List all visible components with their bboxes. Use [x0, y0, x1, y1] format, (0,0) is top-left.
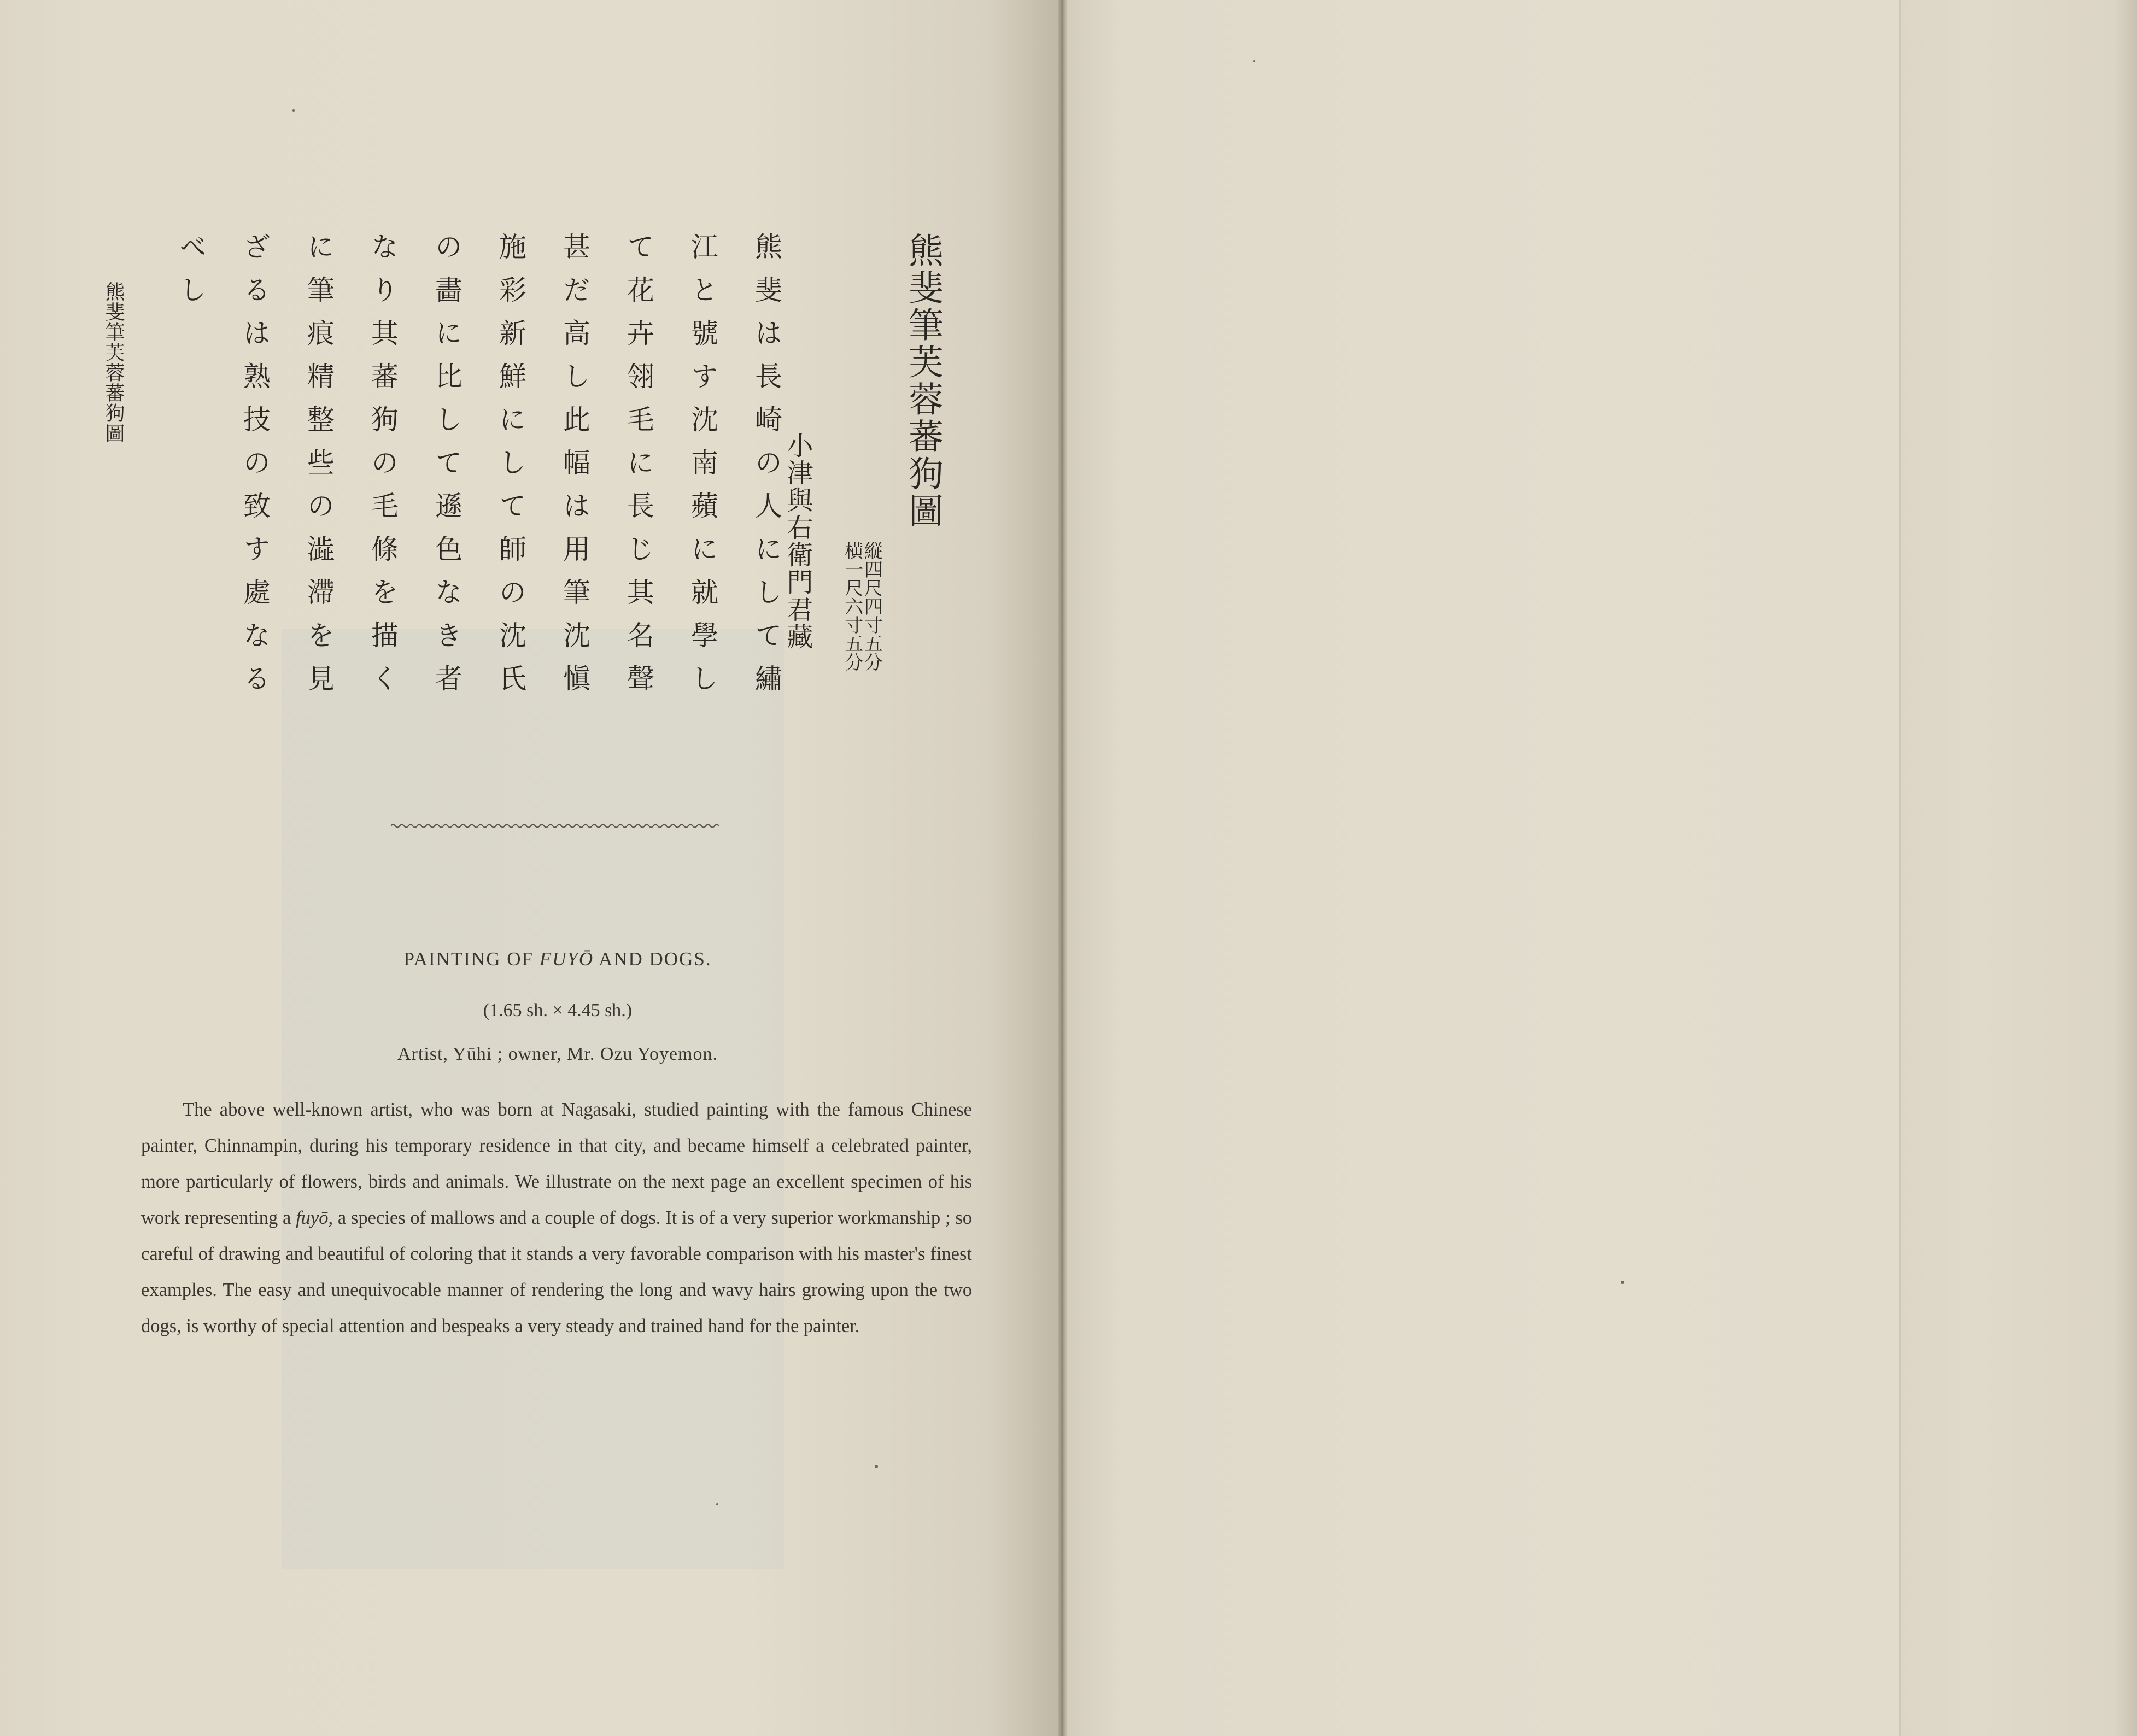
japanese-body-column: なり其蕃狗の毛條を描く [367, 232, 399, 707]
english-title-italic: FUYŌ [539, 948, 594, 970]
japanese-body-text [159, 232, 798, 708]
dimension-height: 縦四尺四寸五分 [860, 541, 883, 671]
japanese-body-column: て花卉翎毛に長じ其名聲 [623, 232, 654, 707]
english-title-suffix: AND DOGS. [594, 948, 712, 970]
japanese-body-column: 施彩新鮮にして師の沈氏 [495, 232, 526, 707]
paragraph-part-2: , a species of mallows and a couple of dogs. It is of a very superior workmanship ; so careful of drawing and beautiful of coloring that it stands a very favorable comparison with his master's finest examples. The easy and unequivocable manner of rendering the long and wavy hairs growing upon the two dogs, is worthy of special attention and bespeaks a very steady and trained hand for the painter. [141, 1207, 973, 1336]
english-paragraph [141, 1092, 972, 1344]
left-page [0, 0, 1062, 1736]
japanese-dimensions [842, 541, 881, 671]
japanese-title: 熊斐筆芙蓉蕃狗圖 [903, 232, 943, 530]
japanese-body-column: ざるは熟技の致す處なる [239, 232, 271, 707]
japanese-body-column: 熊斐は長崎の人にして繡 [751, 232, 782, 707]
paragraph-part-1: The above well-known artist, who was born at Nagasaki, studied painting with the famous Chinese painter, Chinnampin, during his temporary residence in that city, and became himself a celebrated painter, more particularly of flowers, birds and animals. We illustrate on the next page an excellent specimen of his work representing a [141, 1099, 972, 1228]
japanese-body-column: 江と號す沈南蘋に就學し [687, 232, 718, 707]
japanese-margin-caption: 熊斐筆芙蓉蕃狗圖 [102, 281, 125, 443]
paragraph-italic: fuyō [296, 1207, 329, 1228]
japanese-body-column: の畵に比して遜色なき者 [431, 232, 462, 707]
paper-speck [716, 1503, 718, 1505]
dimension-width: 横一尺六寸五分 [841, 541, 863, 671]
english-artist-line: Artist, Yūhi ; owner, Mr. Ozu Yoyemon. [397, 1044, 718, 1064]
book-gutter [1058, 0, 1067, 1736]
page-edge-strip [1901, 0, 2137, 1736]
japanese-owner: 小津與右衛門君藏 [782, 432, 813, 650]
japanese-body-column: に筆痕精整些の澁滯を見 [303, 232, 335, 707]
japanese-body-column: 甚だ高し此幅は用筆沈愼 [559, 232, 590, 707]
english-title-prefix: PAINTING OF [403, 948, 540, 970]
wavy-divider [391, 822, 721, 830]
english-title [273, 948, 842, 970]
paper-speck [292, 109, 295, 112]
paper-speck [1253, 60, 1255, 62]
paper-speck [1621, 1281, 1624, 1284]
english-size-line: (1.65 sh. × 4.45 sh.) [483, 1000, 633, 1021]
paper-speck [875, 1465, 878, 1468]
japanese-body-column: べし [175, 232, 207, 319]
